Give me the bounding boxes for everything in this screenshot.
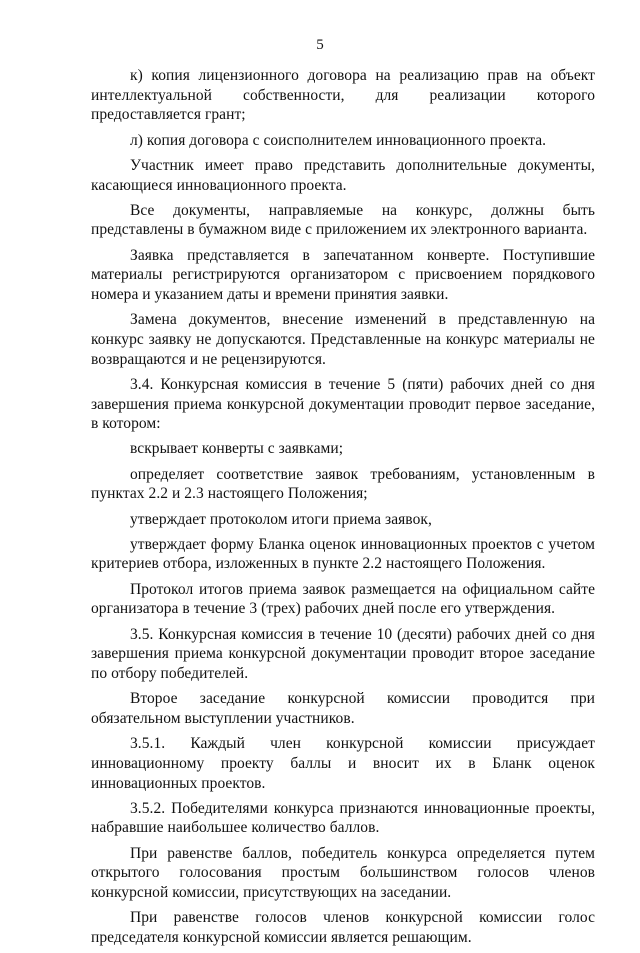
paragraph-equal-votes: При равенстве голосов членов конкурсной комиссии голос председателя конкурсной комиссии является решающим. — [91, 909, 595, 946]
document-body — [91, 66, 595, 953]
paragraph-protocol-published: Протокол итогов приема заявок размещается на официальном сайте организатора в течение 3 (трех) рабочих дней после его утверждения. — [91, 580, 595, 618]
paragraph-second-meeting: Второе заседание конкурсной комиссии проводится при обязательном выступлении участников. — [91, 690, 595, 727]
paragraph-sealed-envelope: Заявка представляется в запечатанном конверте. Поступившие материалы регистрируются организатором с присвоением порядкового номера и указанием даты и времени принятия заявки. — [91, 246, 595, 304]
paragraph-additional-documents: Участник имеет право представить дополнительные документы, касающиеся инновационного проекта. — [91, 156, 595, 194]
paragraph-determines-compliance: определяет соответствие заявок требованиям, установленным в пунктах 2.2 и 2.3 настоящего Положения; — [91, 465, 595, 503]
paragraph-section-3-5: 3.5. Конкурсная комиссия в течение 10 (десяти) рабочих дней со дня завершения приема конкурсной документации проводит второе заседание по отбору победителей. — [91, 625, 595, 682]
paragraph-no-replacement: Замена документов, внесение изменений в представленную на конкурс заявку не допускаются. Представленные на конкурс материалы не возвращаются и не рецензируются. — [91, 311, 595, 368]
paragraph-paper-form: Все документы, направляемые на конкурс, должны быть представлены в бумажном виде с приложением их электронного варианта. — [91, 201, 595, 239]
paragraph-approves-form: утверждает форму Бланка оценок инновационных проектов с учетом критериев отбора, изложенных в пункте 2.2 настоящего Положения. — [91, 535, 595, 573]
paragraph-item-l: л) копия договора с соисполнителем инновационного проекта. — [130, 131, 547, 149]
page-number: 5 — [316, 37, 324, 53]
paragraph-approves-results: утверждает протоколом итоги приема заявок, — [130, 510, 432, 528]
paragraph-equal-points: При равенстве баллов, победитель конкурса определяется путем открытого голосования простым большинством голосов членов конкурсной комиссии, присутствующих на заседании. — [91, 844, 595, 902]
paragraph-section-3-5-2: 3.5.2. Победителями конкурса признаются инновационные проекты, набравшие наибольшее количество баллов. — [91, 799, 595, 837]
paragraph-section-3-5-1: 3.5.1. Каждый член конкурсной комиссии присуждает инновационному проекту баллы и вносит их в Бланк оценок инновационных проектов. — [91, 735, 595, 792]
paragraph-opens-envelopes: вскрывает конверты с заявками; — [130, 440, 344, 458]
paragraph-item-k: к) копия лицензионного договора на реализацию прав на объект интеллектуальной собственности, для реализации которого предоставляется грант; — [91, 67, 595, 124]
paragraph-section-3-4: 3.4. Конкурсная комиссия в течение 5 (пяти) рабочих дней со дня завершения приема конкурсной документации проводит первое заседание, в котором: — [91, 375, 595, 433]
